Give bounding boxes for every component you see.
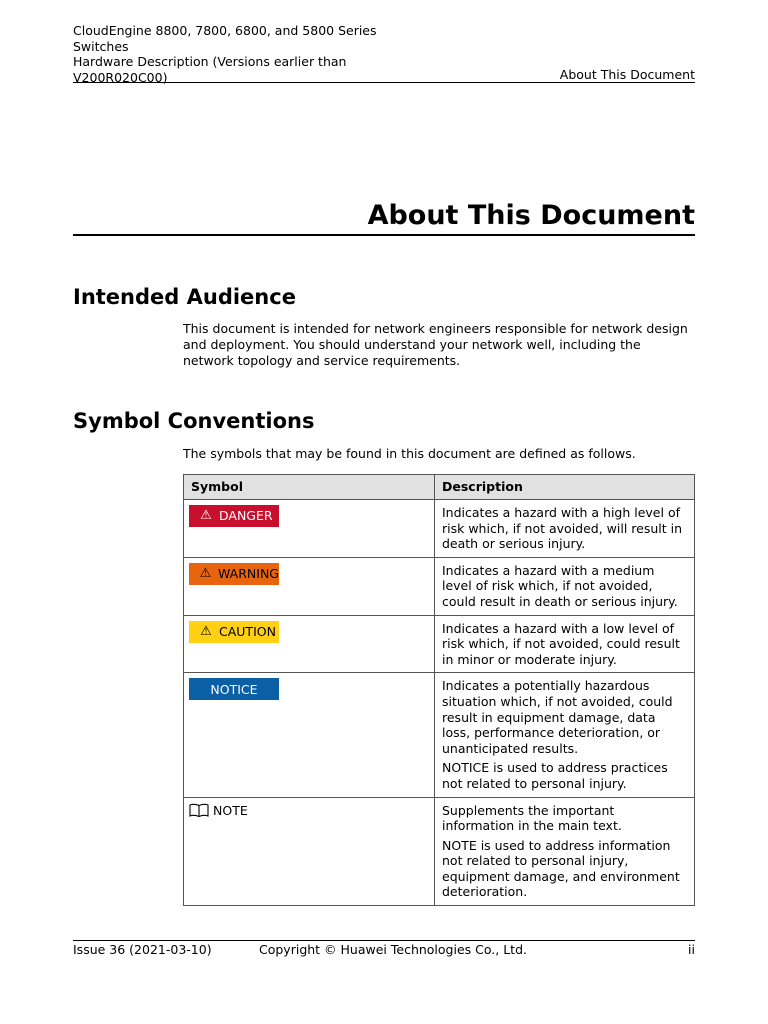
table-row: [184, 673, 695, 797]
footer-divider: [73, 940, 695, 941]
header-line: Switches: [73, 38, 129, 54]
book-icon: [189, 803, 209, 818]
note-symbol: [189, 803, 248, 819]
running-header-title: [73, 23, 377, 85]
page-title: About This Document: [367, 200, 695, 231]
intended-audience-text: This document is intended for network engineers responsible for network design and deployment. You should understand your network well, including the network topology and service requirements.: [183, 321, 688, 368]
notice-usage: NOTICE is used to address practices not related to personal injury.: [442, 760, 668, 791]
warning-badge: [189, 563, 279, 585]
header-divider: [73, 82, 695, 83]
warning-label: WARNING: [218, 565, 279, 581]
column-header-symbol: Symbol: [184, 475, 435, 500]
column-header-description: Description: [435, 475, 695, 500]
warning-description: Indicates a hazard with a medium level of risk which, if not avoided, could result in death or serious injury.: [442, 562, 678, 609]
note-usage: NOTE is used to address information not related to personal injury, equipment damage, and environment deterioration.: [442, 837, 680, 900]
header-line: V200R020C00): [73, 69, 168, 85]
notice-label: NOTICE: [210, 681, 258, 697]
intended-audience-heading: Intended Audience: [73, 285, 296, 309]
table-row: [184, 615, 695, 673]
table-header-row: [184, 475, 695, 500]
table-row: [184, 500, 695, 558]
warning-triangle-icon: ⚠: [200, 508, 212, 524]
notice-badge: [189, 678, 279, 700]
footer-copyright: Copyright © Huawei Technologies Co., Ltd.: [259, 942, 527, 957]
notice-description: Indicates a potentially hazardous situation which, if not avoided, could result in equipment damage, data loss, performance deterioration, or unanticipated results.: [442, 678, 673, 756]
header-line: Hardware Description (Versions earlier than: [73, 54, 347, 69]
warning-triangle-icon: ⚠: [200, 623, 212, 639]
caution-badge: [189, 621, 279, 643]
page-number: ii: [688, 942, 695, 957]
title-divider: [73, 234, 695, 236]
note-description: Supplements the important information in the main text.: [442, 802, 622, 834]
caution-label: CAUTION: [219, 623, 276, 639]
symbol-conventions-intro: The symbols that may be found in this document are defined as follows.: [183, 446, 636, 461]
caution-description: Indicates a hazard with a low level of risk which, if not avoided, could result in minor or moderate injury.: [442, 620, 680, 667]
table-row: [184, 797, 695, 906]
symbol-table: [183, 474, 695, 906]
running-header-section: About This Document: [559, 67, 695, 82]
header-line: CloudEngine 8800, 7800, 6800, and 5800 Series: [73, 23, 377, 38]
symbol-conventions-heading: Symbol Conventions: [73, 409, 315, 433]
note-label: NOTE: [213, 802, 248, 818]
footer-issue: Issue 36 (2021-03-10): [73, 942, 212, 957]
danger-label: DANGER: [219, 508, 273, 524]
danger-description: Indicates a hazard with a high level of risk which, if not avoided, will result in death or serious injury.: [442, 505, 683, 552]
warning-triangle-icon: ⚠: [199, 565, 212, 581]
table-row: [184, 557, 695, 615]
danger-badge: [189, 505, 279, 527]
